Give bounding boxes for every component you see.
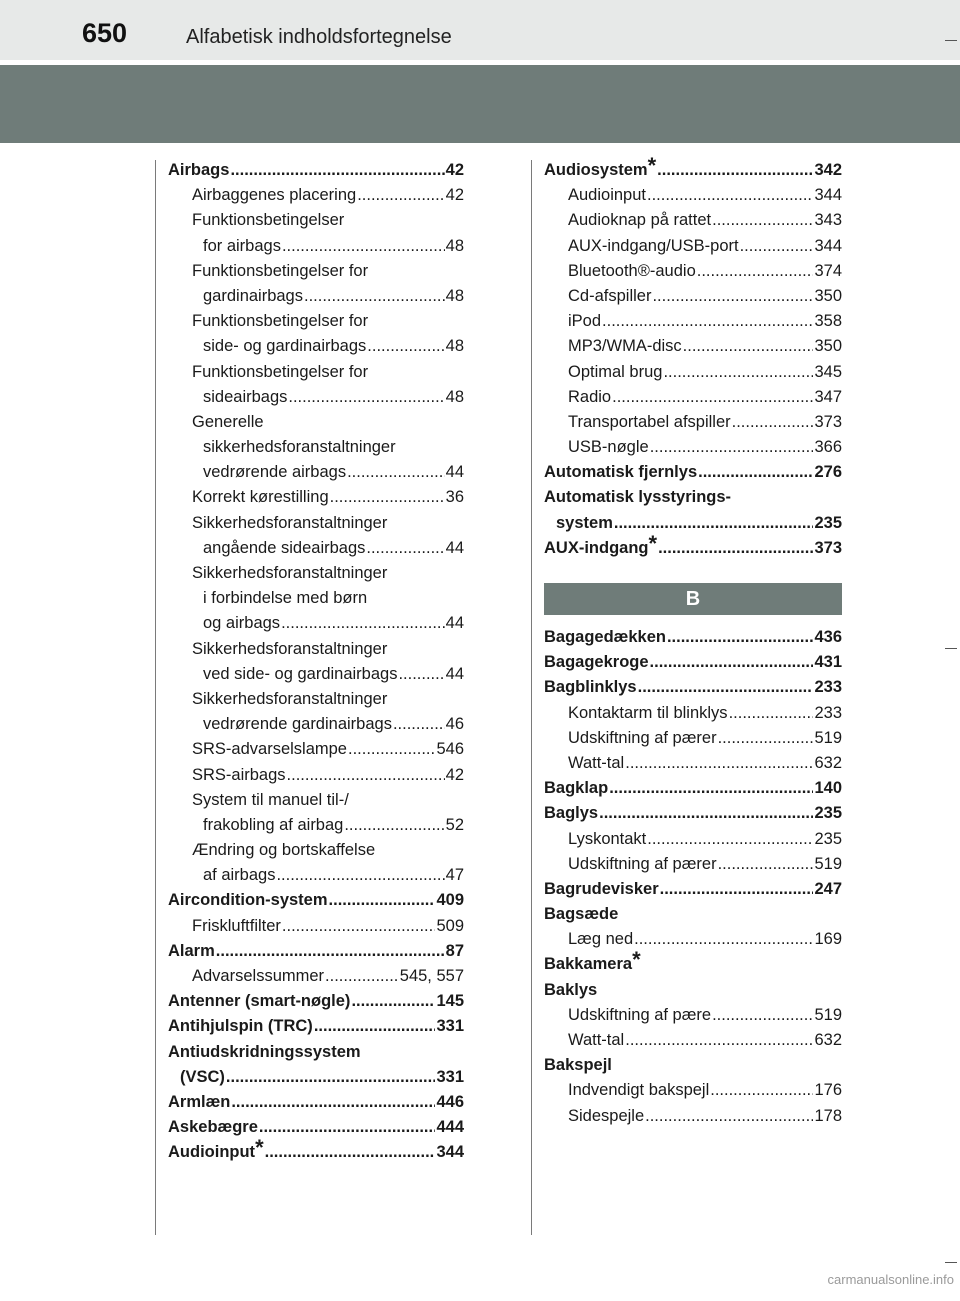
index-subentry	[168, 712, 464, 737]
dot-leader	[366, 536, 444, 561]
index-entry	[544, 485, 842, 510]
entry-text: Watt-tal	[568, 1031, 625, 1049]
entry-text: ved side- og gardinairbags	[203, 664, 398, 683]
dot-leader	[697, 259, 814, 284]
page-reference: 345	[814, 362, 842, 381]
index-subentry	[544, 284, 842, 309]
page-reference: 519	[814, 728, 842, 747]
page-reference: 44	[445, 664, 464, 683]
entry-text: Udskiftning af pære	[568, 1005, 712, 1024]
entry-text: Antiudskridningssystem	[168, 1042, 361, 1061]
entry-text: Audiosystem	[544, 161, 648, 179]
index-column-right	[544, 153, 842, 1129]
dot-leader	[348, 737, 435, 762]
entry-text: Sikkerhedsforanstaltninger	[192, 564, 388, 582]
entry-text: sikkerhedsforanstaltninger	[203, 438, 396, 457]
page-reference: 509	[436, 916, 464, 935]
entry-text: Baklys	[544, 980, 598, 999]
index-subentry	[168, 284, 464, 309]
entry-text: Lyskontakt	[568, 829, 647, 848]
index-subentry	[544, 927, 842, 952]
index-subentry	[544, 1104, 842, 1129]
page-reference: 436	[814, 628, 842, 646]
dot-leader	[281, 611, 445, 636]
entry-text: Udskiftning af pærer	[568, 728, 717, 747]
dot-leader	[652, 284, 813, 309]
index-entry	[168, 1040, 464, 1065]
index-subentry	[168, 183, 464, 208]
entry-text: Transportabel afspiller	[568, 412, 731, 431]
entry-text: Sikkerhedsforanstaltninger	[192, 689, 388, 708]
entry-text: USB-nøgle	[568, 438, 649, 457]
page-reference: 343	[814, 211, 842, 230]
dot-leader	[226, 1065, 436, 1090]
dot-leader	[625, 1028, 813, 1053]
index-subentry	[168, 435, 464, 460]
entry-text: Bagrudevisker	[544, 879, 659, 898]
page-reference: 46	[445, 715, 464, 734]
watermark: carmanualsonline.info	[827, 1272, 954, 1287]
index-subentry	[168, 914, 464, 939]
index-column-left	[168, 158, 464, 1166]
dot-leader	[231, 1090, 435, 1115]
letter-heading-b: B	[544, 583, 842, 615]
entry-text: Bagagekroge	[544, 653, 649, 672]
dot-leader	[658, 536, 813, 561]
entry-text: og airbags	[203, 614, 281, 633]
dot-leader	[609, 776, 813, 801]
entry-text: System til manuel til-/	[192, 790, 349, 809]
dot-leader	[634, 927, 813, 952]
entry-text: Askebægre	[168, 1118, 258, 1137]
asterisk-icon: *	[632, 947, 641, 973]
entry-text: gardinairbags	[203, 286, 303, 305]
dot-leader	[330, 485, 445, 510]
page-reference: 48	[445, 337, 464, 356]
page-reference: 446	[436, 1092, 464, 1111]
entry-text: Radio	[568, 387, 612, 406]
index-group-a	[544, 153, 842, 561]
entry-text: Bagklap	[544, 779, 609, 798]
index-entry	[544, 801, 842, 826]
index-subentry	[544, 309, 842, 334]
page-reference: 233	[814, 703, 842, 722]
entry-text: Advarselssummer	[192, 967, 325, 985]
page-reference: 145	[436, 992, 464, 1011]
entry-text: iPod	[568, 312, 602, 331]
dot-leader	[288, 385, 444, 410]
page-reference: 374	[814, 261, 842, 280]
page-reference: 519	[814, 1005, 842, 1024]
entry-text: Automatisk lysstyrings-	[544, 488, 732, 507]
index-subentry	[544, 259, 842, 284]
page-reference: 519	[814, 854, 842, 873]
index-entry	[168, 1115, 464, 1140]
dot-leader	[647, 827, 813, 852]
index-entry	[168, 888, 464, 913]
page-reference: 42	[445, 161, 464, 179]
index-entry	[544, 530, 842, 561]
entry-text: SRS-advarselslampe	[192, 740, 347, 759]
index-entry	[544, 650, 842, 675]
entry-text: i forbindelse med børn	[203, 589, 368, 608]
dot-leader	[351, 989, 435, 1014]
entry-text: for airbags	[203, 236, 281, 255]
page-reference: 350	[814, 286, 842, 305]
dot-leader	[276, 863, 444, 888]
page-reference: 344	[814, 236, 842, 255]
entry-text: Bakspejl	[544, 1056, 612, 1075]
entry-text: Watt-tal	[568, 753, 625, 772]
entry-text: Sikkerhedsforanstaltninger	[192, 513, 388, 532]
index-subentry	[544, 435, 842, 460]
page-reference: 358	[814, 312, 842, 331]
page-reference: 344	[814, 186, 842, 205]
page-reference: 140	[814, 779, 842, 798]
index-subentry	[168, 511, 464, 536]
entry-text: Bluetooth®-audio	[568, 261, 696, 280]
dot-leader	[344, 813, 444, 838]
entry-text: Armlæn	[168, 1092, 231, 1111]
index-subentry	[168, 662, 464, 687]
index-subentry	[544, 1028, 842, 1053]
index-subentry	[544, 852, 842, 877]
entry-text: Audioinput	[168, 1143, 256, 1162]
column-rule-left	[155, 160, 156, 1235]
index-subentry	[168, 637, 464, 662]
dot-leader	[230, 158, 444, 183]
index-subentry	[168, 611, 464, 636]
entry-text: Funktionsbetingelser for	[192, 362, 369, 381]
entry-text: frakobling af airbag	[203, 815, 344, 834]
page-reference: 42	[445, 765, 464, 784]
index-entry	[168, 1014, 464, 1039]
entry-text: MP3/WMA-disc	[568, 337, 682, 356]
index-entry	[168, 1090, 464, 1115]
dot-leader	[740, 234, 814, 259]
entry-text: Sidespejle	[568, 1106, 645, 1125]
index-subentry	[168, 410, 464, 435]
entry-text: Funktionsbetingelser for	[192, 312, 369, 331]
page-reference: 632	[814, 1031, 842, 1049]
dot-leader	[712, 208, 813, 233]
page-number: 650	[82, 18, 128, 48]
dot-leader	[325, 964, 399, 989]
index-subentry	[168, 788, 464, 813]
dot-leader	[216, 939, 445, 964]
page-reference: 366	[814, 438, 842, 457]
page-reference: 373	[814, 412, 842, 431]
dot-leader	[663, 360, 813, 385]
entry-text: vedrørende airbags	[203, 463, 347, 482]
dot-leader	[612, 385, 813, 410]
page-reference: 350	[814, 337, 842, 356]
entry-text: (VSC)	[180, 1067, 225, 1086]
dot-leader	[710, 1078, 813, 1103]
crop-mark	[945, 648, 957, 649]
entry-text: AUX-indgang/USB-port	[568, 236, 739, 255]
dot-leader	[614, 511, 814, 536]
page-reference: 178	[814, 1106, 842, 1125]
entry-text: Antihjulspin (TRC)	[168, 1017, 313, 1036]
index-entry	[544, 947, 842, 977]
index-subentry	[168, 234, 464, 259]
index-subentry	[544, 1078, 842, 1103]
index-subentry	[168, 863, 464, 888]
crop-mark	[945, 1262, 957, 1263]
entry-text: Funktionsbetingelser for	[192, 261, 369, 280]
entry-text: Audioknap på rattet	[568, 211, 712, 230]
dot-leader	[625, 751, 813, 776]
dot-leader	[638, 675, 814, 700]
section-title: Alfabetisk indholdsfortegnelse	[186, 26, 452, 48]
dot-leader	[599, 801, 813, 826]
entry-text: Friskluftfilter	[192, 916, 281, 935]
entry-text: side- og gardinairbags	[203, 337, 367, 356]
entry-text: vedrørende gardinairbags	[203, 715, 392, 734]
dot-leader	[287, 763, 445, 788]
asterisk-icon: *	[648, 530, 658, 556]
index-entry	[544, 460, 842, 485]
entry-text: Kontaktarm til blinklys	[568, 703, 728, 722]
index-subentry	[544, 726, 842, 751]
dot-leader	[645, 1104, 813, 1129]
index-entry	[544, 625, 842, 650]
index-entry	[544, 902, 842, 927]
dot-leader	[647, 183, 813, 208]
index-subentry	[544, 1003, 842, 1028]
entry-text: Ændring og bortskaffelse	[192, 841, 376, 860]
index-subentry	[168, 360, 464, 385]
index-subentry	[544, 385, 842, 410]
entry-text: Airbaggenes placering	[192, 186, 357, 205]
entry-text: Læg ned	[568, 930, 634, 949]
page-reference: 235	[814, 829, 842, 848]
entry-text: Bagagedækken	[544, 628, 666, 646]
index-subentry	[544, 334, 842, 359]
page-reference: 36	[445, 488, 464, 507]
dot-leader	[657, 158, 813, 183]
page-reference: 409	[436, 891, 464, 910]
page-header	[0, 0, 960, 60]
index-subentry	[168, 208, 464, 233]
page-reference: 276	[814, 463, 842, 482]
dot-leader	[393, 712, 445, 737]
dot-leader	[367, 334, 444, 359]
index-subentry	[544, 183, 842, 208]
dot-leader	[259, 1115, 436, 1140]
dot-leader	[347, 460, 445, 485]
index-subentry	[168, 964, 464, 989]
page-reference: 344	[436, 1143, 464, 1162]
index-subentry	[168, 536, 464, 561]
entry-text: sideairbags	[203, 387, 288, 406]
dot-leader	[660, 877, 814, 902]
entry-text: af airbags	[203, 866, 276, 885]
page-reference: 545, 557	[399, 967, 464, 985]
index-subentry	[544, 234, 842, 259]
index-subentry	[168, 309, 464, 334]
index-subentry	[168, 385, 464, 410]
entry-text: Automatisk fjernlys	[544, 463, 698, 482]
page-reference: 52	[445, 815, 464, 834]
entry-text: SRS-airbags	[192, 765, 286, 784]
page-reference: 235	[814, 804, 842, 823]
page-reference: 373	[814, 538, 842, 557]
page-reference: 169	[814, 930, 842, 949]
index-subentry	[168, 737, 464, 762]
page-reference: 47	[445, 866, 464, 885]
dot-leader	[314, 1014, 436, 1039]
entry-text: Alarm	[168, 941, 215, 960]
entry-text: Bagsæde	[544, 905, 619, 924]
entry-text: AUX-indgang	[544, 538, 649, 557]
index-entry	[168, 1135, 464, 1165]
index-entry	[168, 1065, 464, 1090]
entry-text: Baglys	[544, 804, 599, 823]
index-subentry	[168, 838, 464, 863]
index-subentry	[168, 561, 464, 586]
page-reference: 48	[445, 387, 464, 406]
entry-text: Generelle	[192, 412, 264, 431]
index-entry	[544, 153, 842, 183]
index-group-b	[544, 625, 842, 1129]
entry-text: Audioinput	[568, 186, 646, 205]
index-entry	[544, 511, 842, 536]
entry-text: Funktionsbetingelser	[192, 211, 345, 230]
entry-text: Antenner (smart-nøgle)	[168, 992, 351, 1011]
index-subentry	[168, 334, 464, 359]
dot-leader	[602, 309, 813, 334]
dot-leader	[718, 726, 814, 751]
page-reference: 44	[445, 463, 464, 482]
index-subentry	[168, 460, 464, 485]
entry-text: system	[556, 513, 613, 532]
dot-leader	[282, 914, 436, 939]
page-reference: 44	[445, 538, 464, 557]
page-reference: 331	[436, 1017, 464, 1036]
index-subentry	[544, 751, 842, 776]
page-reference: 632	[814, 753, 842, 772]
asterisk-icon: *	[255, 1135, 264, 1161]
page-reference: 546	[436, 740, 464, 759]
index-entry	[544, 776, 842, 801]
dot-leader	[698, 460, 813, 485]
page-reference: 48	[445, 236, 464, 255]
index-subentry	[544, 410, 842, 435]
index-subentry	[168, 485, 464, 510]
entry-text: Udskiftning af pærer	[568, 854, 717, 873]
dot-leader	[667, 625, 814, 650]
page-reference: 431	[814, 653, 842, 672]
index-subentry	[168, 586, 464, 611]
page-reference: 233	[814, 678, 842, 697]
column-rule-middle	[531, 160, 532, 1235]
dot-leader	[329, 888, 436, 913]
page-reference: 235	[814, 513, 842, 532]
index-entry	[544, 675, 842, 700]
index-subentry	[544, 360, 842, 385]
page-reference: 247	[814, 879, 842, 898]
page-reference: 342	[814, 161, 842, 179]
dot-leader	[729, 701, 814, 726]
entry-text: Cd-afspiller	[568, 286, 652, 305]
index-subentry	[168, 687, 464, 712]
asterisk-icon: *	[647, 153, 657, 178]
dot-leader	[357, 183, 444, 208]
dot-leader	[650, 650, 814, 675]
index-entry	[544, 978, 842, 1003]
page-reference: 444	[436, 1118, 464, 1137]
page-reference: 347	[814, 387, 842, 406]
entry-text: Optimal brug	[568, 362, 663, 381]
index-entry	[544, 1053, 842, 1078]
dot-leader	[398, 662, 444, 687]
index-subentry	[168, 259, 464, 284]
entry-text: Korrekt kørestilling	[192, 488, 329, 507]
entry-text: Bakkamera	[544, 955, 633, 974]
index-entry	[168, 158, 464, 183]
page-reference: 176	[814, 1081, 842, 1100]
index-subentry	[168, 813, 464, 838]
dot-leader	[304, 284, 445, 309]
header-band	[0, 65, 960, 143]
dot-leader	[683, 334, 814, 359]
page-reference: 42	[445, 186, 464, 205]
page-reference: 331	[436, 1067, 464, 1086]
page-reference: 48	[445, 286, 464, 305]
index-entry	[168, 989, 464, 1014]
dot-leader	[732, 410, 814, 435]
index-subentry	[544, 827, 842, 852]
dot-leader	[718, 852, 814, 877]
index-entry	[168, 939, 464, 964]
dot-leader	[282, 234, 445, 259]
dot-leader	[650, 435, 814, 460]
entry-text: Bagblinklys	[544, 678, 637, 697]
index-subentry	[544, 701, 842, 726]
entry-text: Indvendigt bakspejl	[568, 1081, 710, 1100]
page-reference: 44	[445, 614, 464, 633]
entry-text: Airbags	[168, 161, 230, 179]
entry-text: angående sideairbags	[203, 538, 366, 557]
entry-text: Aircondition-system	[168, 891, 328, 910]
index-subentry	[168, 763, 464, 788]
index-subentry	[544, 208, 842, 233]
dot-leader	[712, 1003, 813, 1028]
crop-mark	[945, 40, 957, 41]
dot-leader	[265, 1140, 436, 1165]
index-entry	[544, 877, 842, 902]
entry-text: Sikkerhedsforanstaltninger	[192, 639, 388, 658]
page-reference: 87	[445, 941, 464, 960]
